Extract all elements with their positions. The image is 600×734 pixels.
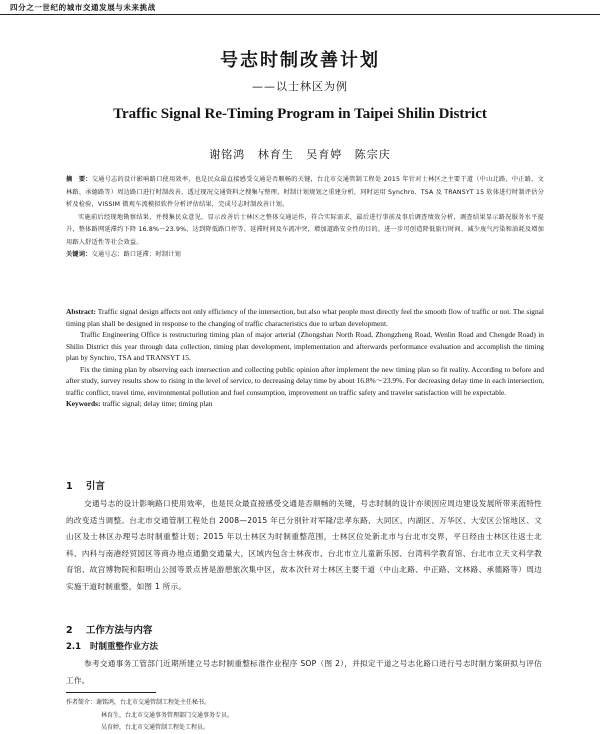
running-header: 四分之一世纪的城市交通发展与未来挑战 bbox=[10, 3, 156, 12]
subsection-number: 2.1 bbox=[66, 642, 82, 652]
header-rule bbox=[0, 14, 600, 15]
author-list bbox=[0, 146, 600, 162]
title-chinese: 号志时制改善计划 bbox=[220, 50, 380, 71]
footnote-rule bbox=[66, 692, 156, 693]
footnote-2: 林育生，台北市交通事务管理部门交通事务专员。 bbox=[101, 712, 234, 719]
keywords-cn-label: 关键词： bbox=[66, 251, 92, 258]
abstract-cn-label: 摘 要： bbox=[66, 176, 92, 183]
section-2-heading bbox=[66, 622, 152, 636]
section-1-body bbox=[66, 496, 542, 595]
title-english: Traffic Signal Re-Timing Program in Taipei Shilin District bbox=[113, 106, 487, 122]
author: 吴育婷 bbox=[306, 148, 343, 161]
subsection-2-1-body bbox=[66, 656, 542, 689]
abstract-en-para-3: Fix the timing plan by observing each intersection and collecting public opinion after implement the new timing plan so fit reality. According to before and after study, survey results show to rising in the level of service, to decreasing delay time by about 16.8%～23.9%. For decreasing delay time in each intersection, traffic conflict, travel time, environmental pollution and fuel consumption, improvement on traffic safety and traveler satisfaction will be expectable. bbox=[66, 364, 544, 397]
keywords-en-text: traffic signal; delay time; timing plan bbox=[102, 399, 213, 408]
section-1-text: 交通号志的设计影响路口使用效率，也是民众最直接感受交通是否顺畅的关键，号志时制的设计亦须因应周边建设发展所带来流特性的改变适当调整。台北市交通管制工程处自 2008—2015 年已分别针对军隆/忠孝东路、大同区、内湖区、万华区、大安区公馆地区、文山区及士林区办理号志时制重整计划；2015 年以士林区为时制重整范围，士林区位处新北市与台北市交界，平日经由士林区往返士北科、内科与南港经贸园区等商办地点通勤交通量大，区域内包含士林夜市、台北市立儿童新乐园、台湾科学教育馆、台北市立天文科学教育馆、故宫博物院和阳明山公园等景点皆是游憩旅次集中区，故本次针对士林区主要干道（中山北路、中正路、文林路、承德路等）周边实施干道时制重整，如图 1 所示。 bbox=[66, 499, 542, 591]
subtitle-chinese: ——以士林区为例 bbox=[252, 80, 348, 93]
footnote-3: 吴育婷，台北市交通管制工程处工程员。 bbox=[101, 724, 210, 731]
abstract-en-label: Abstract: bbox=[66, 307, 96, 316]
abstract-cn-para-2 bbox=[66, 212, 544, 250]
subsection-title: 时制重整作业方法 bbox=[89, 642, 158, 652]
keywords-cn bbox=[66, 249, 544, 262]
abstract-en-p1: Traffic signal design affects not only efficiency of the intersection, but also what people most directly feel the smooth flow of traffic or not. The signal timing plan shall be designed in response to the changing of traffic characteristics due to urban development. bbox=[66, 307, 544, 328]
abstract-en-para-1 bbox=[66, 306, 544, 329]
footnote-1: 作者简介：谢铭鸿，台北市交通管制工程处主任秘书。 bbox=[66, 699, 211, 706]
abstract-cn-text-2: 实施前后经现地勘察结果，并搜集民众意见，显示改善后士林区之整体交通运作，符合实际需求，最后进行事前及事后调查绩效分析，调查结果显示路况服务水平提升，整体路网延滞约下降 16.8%～23.9%，达到降低路口停等、延滞时间及车流冲突，增加道路安全性的目的，进一步可创造降低旅行时间、减少废气污染和油耗及增加用路人舒适性等社会效益。 bbox=[66, 213, 544, 246]
keywords-cn-text: 交通号志；路口延滞；时制计划 bbox=[91, 251, 181, 258]
author: 林育生 bbox=[257, 148, 294, 161]
subsection-2-1-text: 参考交通事务工管部门近期所建立号志时制重整标准作业程序 SOP（图 2），并拟定干道之号志化路口进行号志时制方案研拟与评估工作。 bbox=[66, 659, 542, 685]
abstract-chinese bbox=[66, 174, 544, 262]
abstract-en-para-2: Traffic Engineering Office is restructuring timing plan of major arterial (Zhongshan North Road, Zhongzheng Road, Wenlin Road and Chengde Road) in Shilin District this year through data collection, timing plan development, implementation and afterwards performance evaluation and accomplish the timing plan by Synchro, TSA and TRANSYT 15. bbox=[66, 330, 544, 362]
section-title: 引言 bbox=[85, 481, 105, 492]
abstract-cn-text: 交通号志的设计影响路口使用效率，也是民众最直接感受交通是否顺畅的关键，台北市交通管制工程处 2015 年针对士林区之主要干道（中山北路、中正路、文林路、承德路等）周边路口进行时制改善，透过现况交通资料之搜集与整理、时制计划规划之重建分析，同时运用 Synchro、TSA 及 TRANSYT 15 软体进行时制评估分析及检验，VISSIM 微观车流模拟软件分析评估结果，完成号志时制改善计划。 bbox=[66, 176, 544, 208]
author: 谢铭鸿 bbox=[209, 148, 246, 161]
section-number: 1 bbox=[66, 481, 73, 492]
keywords-en-label: Keywords: bbox=[66, 399, 101, 408]
section-title: 工作方法与内容 bbox=[85, 625, 153, 636]
abstract-english bbox=[66, 306, 544, 410]
abstract-cn-para-1 bbox=[66, 174, 544, 212]
author: 陈宗庆 bbox=[354, 148, 391, 161]
section-number: 2 bbox=[66, 625, 73, 636]
section-1-heading bbox=[66, 478, 105, 492]
subsection-2-1-heading bbox=[66, 640, 158, 652]
keywords-en bbox=[66, 398, 544, 410]
